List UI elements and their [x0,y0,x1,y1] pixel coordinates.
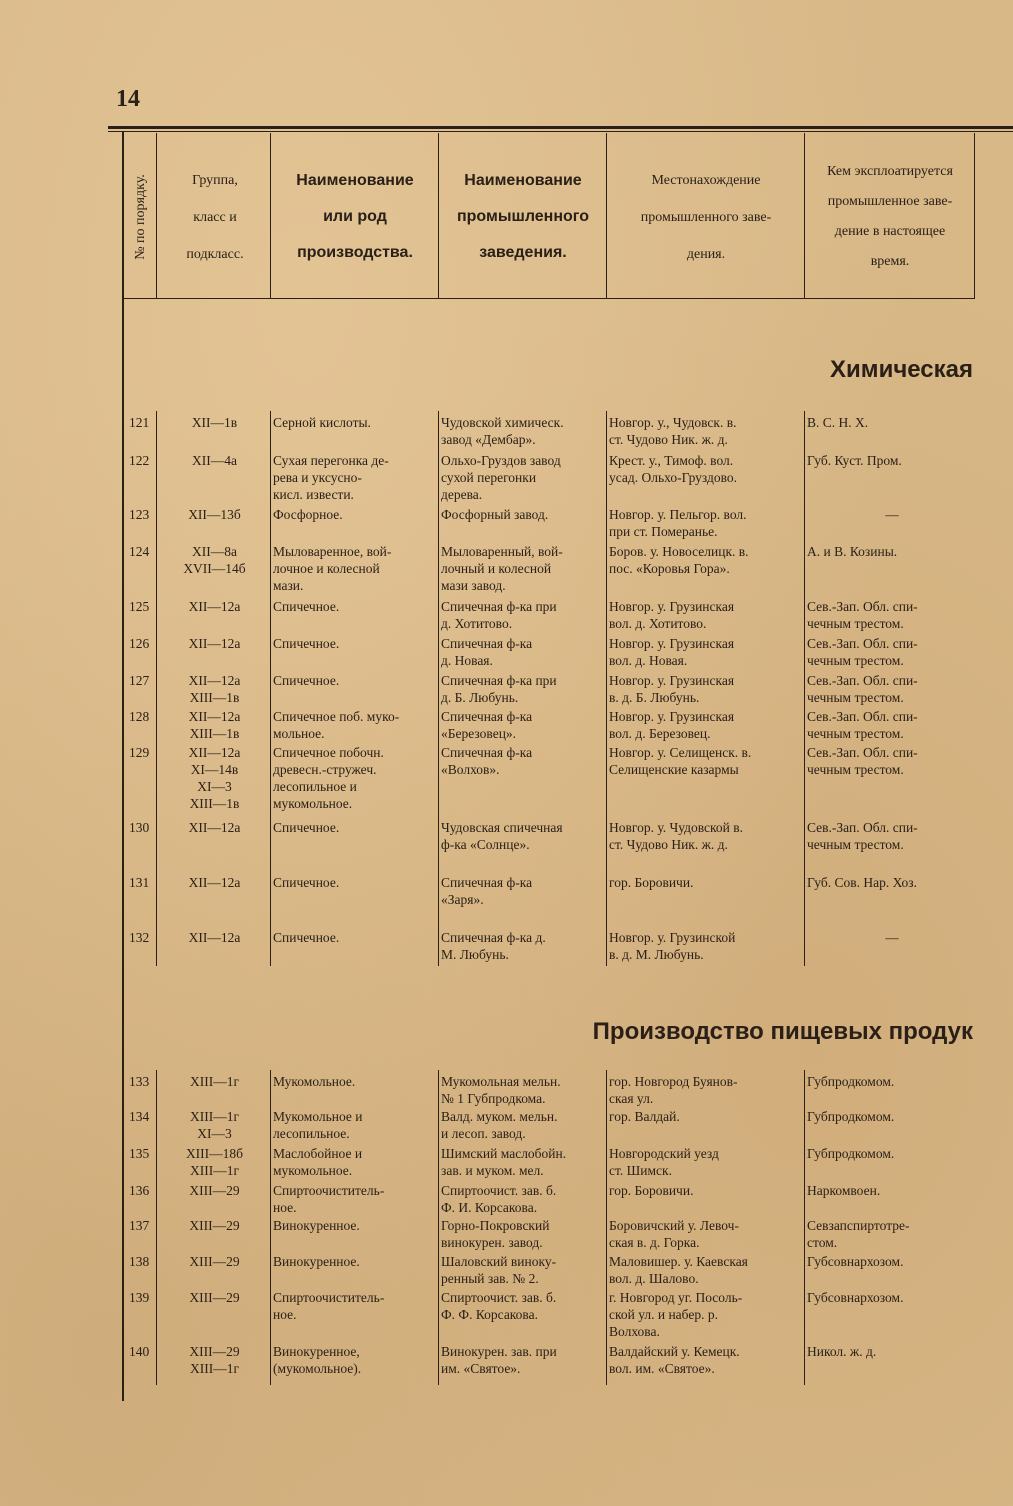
row-number: 135 [129,1146,150,1161]
header-bottom-rule [122,298,975,299]
row-establishment: Мукомольная мельн. № 1 Губпродкома. [441,1074,561,1106]
row-number: 132 [129,930,150,945]
row-group: XIII—29 [189,1290,240,1305]
row-location: гор. Боровичи. [609,1183,694,1198]
row-group: XII—12а [188,875,241,890]
row-establishment: Спичечная ф-ка «Волхов». [441,745,533,777]
row-production: Фосфорное. [273,507,343,522]
page-number: 14 [116,86,140,112]
row-production: Спиртоочиститель- ное. [273,1183,385,1215]
top-rule-thin [108,131,1013,132]
row-operator: Губ. Сов. Нар. Хоз. [807,875,917,890]
header-divider [270,133,271,298]
row-production: Спичечное. [273,673,340,688]
row-operator: Губпродкомом. [807,1074,895,1089]
row-location: Маловишер. у. Каевская вол. д. Шалово. [609,1254,748,1286]
row-group: XII—13б [188,507,241,522]
row-production: Мыловаренное, вой- лочное и колесной мази. [273,544,392,593]
row-group: XII—12а [188,636,241,651]
row-production: Спичечное. [273,875,340,890]
row-number: 128 [129,709,150,724]
row-number: 124 [129,544,150,559]
row-group: XIII—29 [189,1218,240,1233]
row-number: 134 [129,1109,150,1124]
column-divider [804,1070,805,1385]
row-number: 121 [129,415,150,430]
row-production: Спичечное. [273,636,340,651]
row-number: 136 [129,1183,150,1198]
column-divider [606,411,607,966]
row-location: Новгор. у. Чудовской в. ст. Чудово Ник. ж. д. [609,820,744,852]
row-operator: Севзапспиртотре- стом. [807,1218,910,1250]
row-establishment: Спиртоочист. зав. б. Ф. И. Корсакова. [441,1183,557,1215]
row-number: 131 [129,875,150,890]
column-divider [438,1070,439,1385]
header-operator: Кем эксплоатируется промышленное заве- дение в настоящее время. [827,164,953,269]
row-location: Новгор. у., Чудовск. в. ст. Чудово Ник. ж. д. [609,415,737,447]
row-establishment: Чудовская спичечная ф-ка «Солнце». [441,820,563,852]
row-establishment: Ольхо-Груздов завод сухой перегонки дерева. [441,453,561,502]
column-divider [156,1070,157,1385]
section-title-chemical: Химическая [830,356,973,383]
row-location: Новгор. у. Грузинской в. д. М. Любунь. [609,930,736,962]
row-operator: — [885,507,899,522]
row-number: 133 [129,1074,150,1089]
left-border [122,131,124,1401]
column-divider [804,411,805,966]
row-group: XIII—29 [189,1254,240,1269]
row-location: Крест. у., Тимоф. вол. усад. Ольхо-Груздово. [609,453,738,485]
row-establishment: Шаловский виноку- ренный зав. № 2. [441,1254,557,1286]
header-no: № по порядку. [133,174,148,260]
row-production: Спичечное. [273,820,340,835]
row-operator: Губсовнархозом. [807,1290,904,1305]
row-location: Новгор. у. Грузинская вол. д. Березовец. [609,709,735,741]
row-establishment: Спичечная ф-ка при д. Б. Любунь. [441,673,557,705]
row-establishment: Фосфорный завод. [441,507,549,522]
row-group: XII—12а XI—14в XI—3 XIII—1в [188,745,241,811]
column-divider [606,1070,607,1385]
row-production: Мукомольное и лесопильное. [273,1109,363,1141]
row-number: 140 [129,1344,150,1359]
row-operator: Губпродкомом. [807,1109,895,1124]
row-production: Маслобойное и мукомольное. [273,1146,363,1178]
row-establishment: Спичечная ф-ка д. Новая. [441,636,533,668]
row-establishment: Спичечная ф-ка «Заря». [441,875,533,907]
header-establishment: Наименование промышленного заведения. [456,172,589,261]
header-divider [606,133,607,298]
row-establishment: Спичечная ф-ка при д. Хотитово. [441,599,557,631]
header-production: Наименование или род производства. [296,172,414,261]
header-location: Местонахождение промышленного заве- дения. [640,172,772,262]
row-production: Серной кислоты. [273,415,371,430]
row-group: XIII—29 XIII—1г [189,1344,240,1376]
row-group: XII—12а XIII—1в [188,673,241,705]
row-group: XII—12а [188,820,241,835]
row-operator: Сев.-Зап. Обл. спи- чечным трестом. [807,745,918,777]
row-location: г. Новгород уг. Посоль- ской ул. и набер. р. Волхова. [609,1290,743,1339]
row-location: Новгор. у. Грузинская в. д. Б. Любунь. [609,673,735,705]
row-location: гор. Валдай. [609,1109,680,1124]
row-establishment: Горно-Покровский винокурен. завод. [441,1218,550,1250]
row-group: XII—12а [188,930,241,945]
row-location: Новгородский уезд ст. Шимск. [609,1146,719,1178]
column-divider [270,1070,271,1385]
row-production: Мукомольное. [273,1074,356,1089]
row-group: XII—12а [188,599,241,614]
row-number: 125 [129,599,150,614]
row-establishment: Мыловаренный, вой- лочный и колесной мази завод. [441,544,563,593]
row-group: XII—12а XIII—1в [188,709,241,741]
row-establishment: Спичечная ф-ка д. М. Любунь. [441,930,546,962]
row-operator: В. С. Н. Х. [807,415,869,430]
row-location: Боровичский у. Левоч- ская в. д. Горка. [609,1218,739,1250]
row-operator: Губпродкомом. [807,1146,895,1161]
header-divider [974,133,975,298]
row-production: Спичечное. [273,599,340,614]
top-rule [108,126,1013,129]
row-location: Новгор. у. Грузинская вол. д. Новая. [609,636,735,668]
row-operator: Наркомвоен. [807,1183,881,1198]
row-production: Спиртоочиститель- ное. [273,1290,385,1322]
row-operator: Сев.-Зап. Обл. спи- чечным трестом. [807,636,918,668]
row-establishment: Чудовской химическ. завод «Дембар». [441,415,564,447]
row-number: 126 [129,636,150,651]
header-group: Группа, класс и подкласс. [186,172,244,262]
row-location: гор. Боровичи. [609,875,694,890]
row-establishment: Спичечная ф-ка «Березовец». [441,709,533,741]
row-operator: Сев.-Зап. Обл. спи- чечным трестом. [807,709,918,741]
row-location: Новгор. у. Грузинская вол. д. Хотитово. [609,599,735,631]
row-group: XIII—29 [189,1183,240,1198]
row-production: Винокуренное, (мукомольное). [273,1344,362,1376]
row-operator: Сев.-Зап. Обл. спи- чечным трестом. [807,599,918,631]
row-establishment: Винокурен. зав. при им. «Святое». [441,1344,557,1376]
row-number: 122 [129,453,150,468]
row-group: XII—4а [192,453,237,468]
row-location: Новгор. у. Пельгор. вол. при ст. Померанье. [609,507,747,539]
row-establishment: Спиртоочист. зав. б. Ф. Ф. Корсакова. [441,1290,557,1322]
row-number: 127 [129,673,150,688]
row-number: 123 [129,507,150,522]
row-operator: — [885,930,899,945]
row-number: 139 [129,1290,150,1305]
row-group: XII—8а XVII—14б [183,544,246,576]
row-group: XIII—18б XIII—1г [185,1146,244,1178]
row-operator: А. и В. Козины. [807,544,898,559]
section-title-food: Производство пищевых продук [592,1018,973,1045]
row-operator: Сев.-Зап. Обл. спи- чечным трестом. [807,820,918,852]
header-divider [804,133,805,298]
column-divider [270,411,271,966]
row-production: Сухая перегонка де- рева и уксусно- кисл. извести. [273,453,389,502]
row-number: 138 [129,1254,150,1269]
row-group: XIII—1г [189,1074,240,1089]
row-production: Спичечное поб. муко- мольное. [273,709,400,741]
row-establishment: Шимский маслобойн. зав. и муком. мел. [441,1146,567,1178]
column-divider [156,411,157,966]
row-production: Винокуренное. [273,1254,360,1269]
row-group: XIII—1г XI—3 [189,1109,240,1141]
row-number: 130 [129,820,150,835]
row-number: 137 [129,1218,150,1233]
row-location: Боров. у. Новоселицк. в. пос. «Коровья Гора». [609,544,749,576]
row-establishment: Валд. муком. мельн. и лесоп. завод. [441,1109,558,1141]
row-production: Винокуренное. [273,1218,360,1233]
row-production: Спичечное побочн. древесн.-стружеч. лесопильное и мукомольное. [273,745,384,811]
row-group: XII—1в [191,415,238,430]
header-divider [156,133,157,298]
row-operator: Сев.-Зап. Обл. спи- чечным трестом. [807,673,918,705]
row-location: гор. Новгород Буянов- ская ул. [609,1074,738,1106]
row-number: 129 [129,745,150,760]
row-operator: Никол. ж. д. [807,1344,877,1359]
column-divider [438,411,439,966]
row-location: Новгор. у. Селищенск. в. Селищенские казармы [609,745,752,777]
row-location: Валдайский у. Кемецк. вол. им. «Святое». [609,1344,740,1376]
header-divider [438,133,439,298]
row-operator: Губ. Куст. Пром. [807,453,902,468]
row-operator: Губсовнархозом. [807,1254,904,1269]
row-production: Спичечное. [273,930,340,945]
